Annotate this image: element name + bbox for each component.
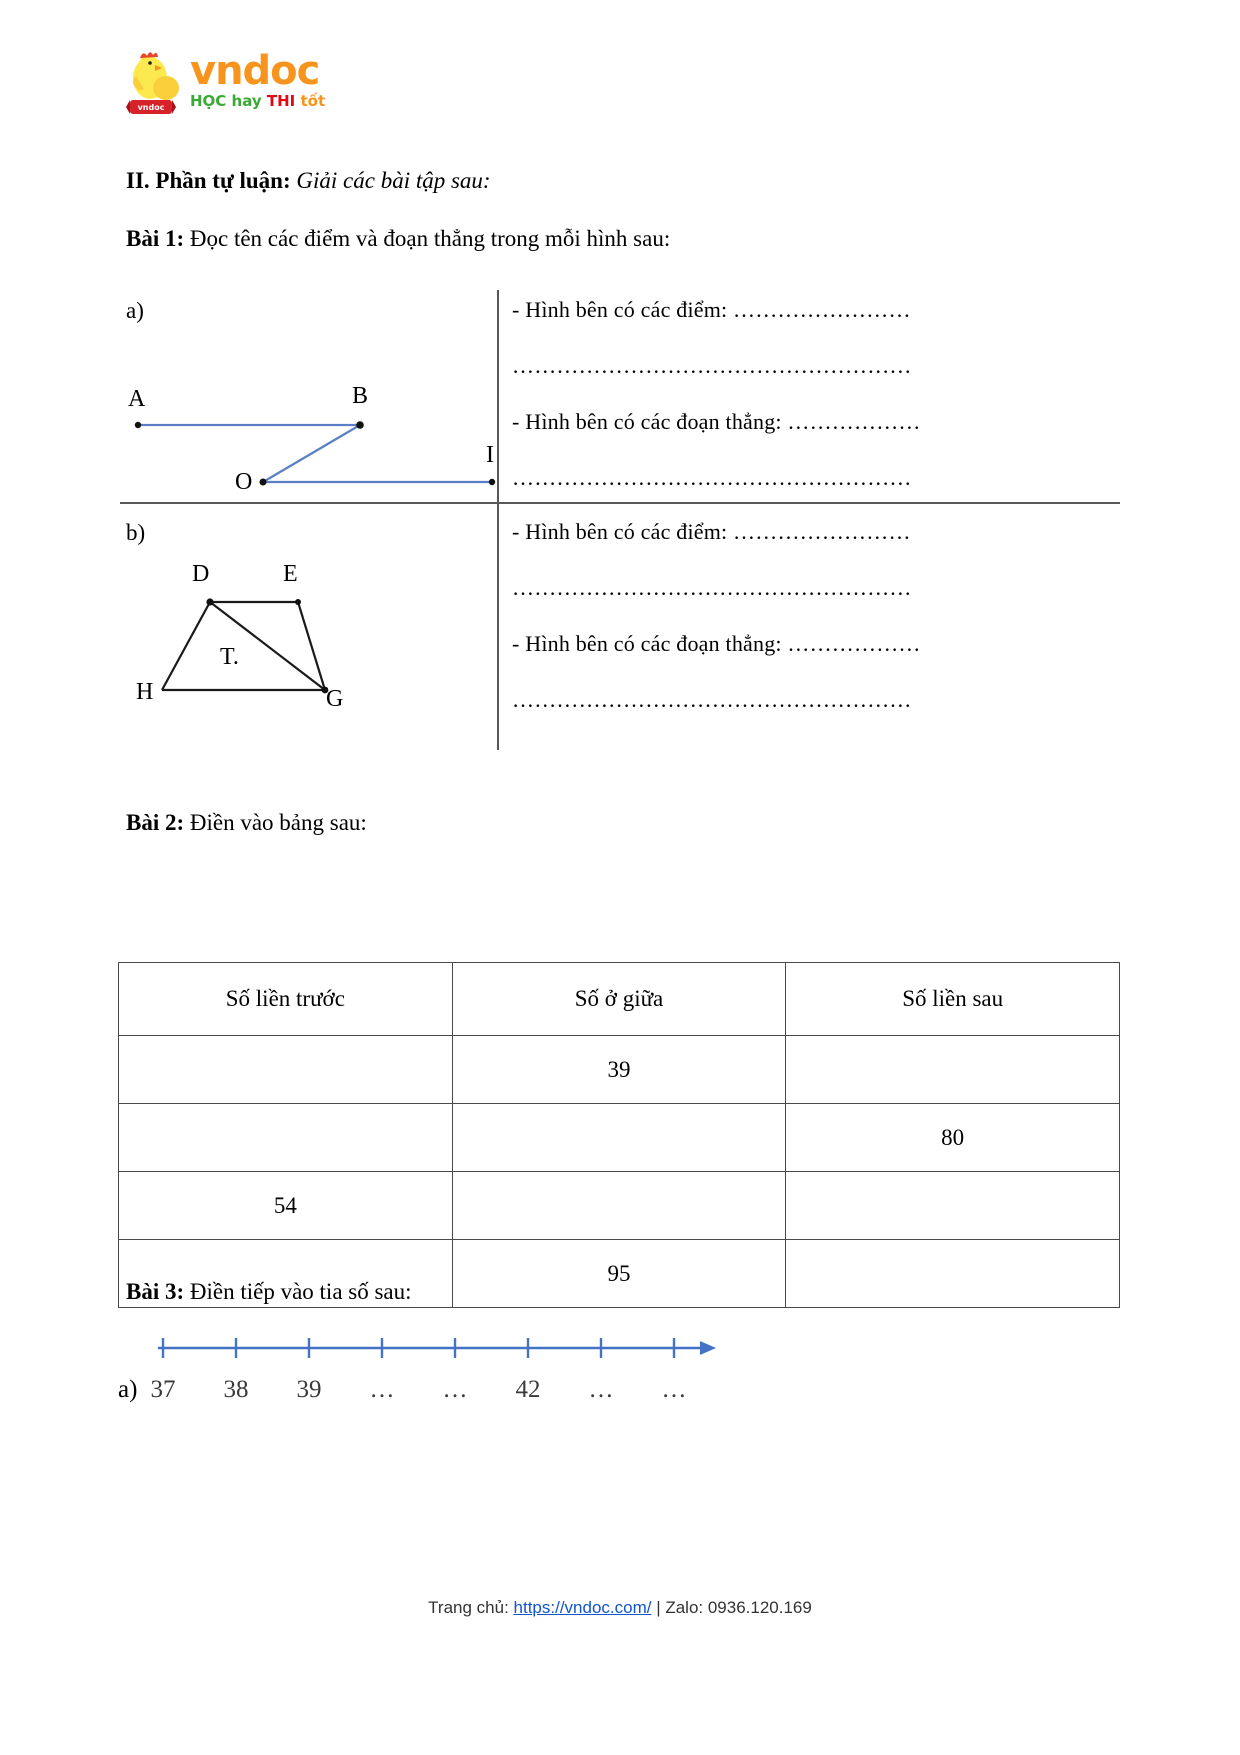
prompt-b-points: - Hình bên có các điểm: …………………… bbox=[512, 519, 911, 544]
number-line-tick-label: 42 bbox=[515, 1376, 541, 1403]
logo-tagline bbox=[190, 92, 380, 110]
figure-a bbox=[120, 330, 500, 495]
number-line-tick-label: 38 bbox=[223, 1376, 249, 1403]
table-header-after: Số liền sau bbox=[786, 963, 1120, 1036]
number-line-tick-label: … bbox=[588, 1376, 614, 1403]
logo-mark-text: vndoc bbox=[137, 103, 165, 112]
number-neighbours-table bbox=[118, 962, 1120, 1308]
table-cell[interactable] bbox=[786, 1036, 1120, 1104]
part-b-label: b) bbox=[126, 520, 146, 545]
figure-a-label-B: B bbox=[352, 383, 369, 409]
page-footer bbox=[0, 1598, 1240, 1618]
prompt-a-segments-continuation: ……………………………………………… bbox=[512, 465, 912, 490]
logo-wordmark bbox=[190, 50, 380, 120]
figure-a-label-A: A bbox=[128, 386, 146, 412]
figure-b-label-H: H bbox=[136, 679, 154, 705]
logo-tagline-part2: THI bbox=[266, 92, 301, 110]
part-a-label: a) bbox=[126, 298, 144, 323]
table-row bbox=[119, 1104, 1120, 1172]
table-cell[interactable] bbox=[119, 1036, 453, 1104]
number-line-tick-label: … bbox=[661, 1376, 687, 1403]
footer-prefix: Trang chủ: bbox=[428, 1598, 514, 1617]
figure-b-label-G: G bbox=[326, 686, 344, 712]
table-cell[interactable]: 39 bbox=[452, 1036, 786, 1104]
footer-link[interactable]: https://vndoc.com/ bbox=[513, 1598, 652, 1617]
figure-a-label-O: O bbox=[235, 469, 253, 495]
figure-b-svg bbox=[120, 540, 490, 745]
number-line-tick-label: 37 bbox=[150, 1376, 176, 1403]
exercise2-title bbox=[126, 808, 367, 838]
figure-b-label-E: E bbox=[283, 561, 298, 587]
exercise3-title-rest: Điền tiếp vào tia số sau: bbox=[184, 1279, 412, 1304]
exercise1-body bbox=[120, 280, 1120, 750]
chicken-mascot-icon bbox=[126, 48, 188, 118]
exercise3-title bbox=[126, 1277, 412, 1307]
logo-word: vndoc bbox=[190, 48, 320, 94]
table-cell[interactable]: 54 bbox=[119, 1172, 453, 1240]
table-cell[interactable] bbox=[452, 1172, 786, 1240]
section-heading-bold: II. Phần tự luận: bbox=[126, 168, 291, 193]
number-line-tick-label: 39 bbox=[296, 1376, 322, 1403]
prompt-b-segments: - Hình bên có các đoạn thẳng: ……………… bbox=[512, 631, 921, 656]
table-cell[interactable] bbox=[786, 1172, 1120, 1240]
table-cell[interactable]: 80 bbox=[786, 1104, 1120, 1172]
section-heading bbox=[126, 166, 491, 196]
figure-b-label-T: T. bbox=[220, 644, 239, 670]
exercise1-horizontal-rule bbox=[120, 502, 1120, 504]
exercise1-title-bold: Bài 1: bbox=[126, 226, 185, 251]
number-line-figure bbox=[118, 1328, 798, 1438]
logo-tagline-part1: HỌC hay bbox=[190, 92, 267, 110]
exercise1-title bbox=[126, 224, 670, 254]
table-cell[interactable] bbox=[786, 1240, 1120, 1308]
table-header-before: Số liền trước bbox=[119, 963, 453, 1036]
logo-tagline-part3: tốt bbox=[300, 92, 326, 110]
prompt-b-segments-continuation: ……………………………………………… bbox=[512, 687, 912, 712]
exercise2-title-rest: Điền vào bảng sau: bbox=[184, 810, 367, 835]
number-line-part-label: a) bbox=[118, 1376, 138, 1403]
figure-a-svg bbox=[120, 330, 500, 495]
figure-b-label-D: D bbox=[192, 561, 210, 587]
number-line-tick-label: … bbox=[369, 1376, 395, 1403]
prompt-a-points-continuation: ……………………………………………… bbox=[512, 353, 912, 378]
table-cell[interactable] bbox=[119, 1104, 453, 1172]
table-header-middle: Số ở giữa bbox=[452, 963, 786, 1036]
footer-suffix: | Zalo: 0936.120.169 bbox=[651, 1598, 812, 1617]
table-row bbox=[119, 1172, 1120, 1240]
exercise2-title-bold: Bài 2: bbox=[126, 810, 185, 835]
figure-b bbox=[120, 540, 490, 745]
prompt-a-points: - Hình bên có các điểm: …………………… bbox=[512, 297, 911, 322]
table-header-row bbox=[119, 963, 1120, 1036]
number-line-tick-label: … bbox=[442, 1376, 468, 1403]
table-cell[interactable]: 95 bbox=[452, 1240, 786, 1308]
prompt-a-segments: - Hình bên có các đoạn thẳng: ……………… bbox=[512, 409, 921, 434]
section-heading-italic: Giải các bài tập sau: bbox=[290, 168, 491, 193]
vndoc-logo bbox=[126, 46, 386, 124]
prompt-b-points-continuation: ……………………………………………… bbox=[512, 575, 912, 600]
exercise1-title-rest: Đọc tên các điểm và đoạn thẳng trong mỗi hình sau: bbox=[184, 226, 671, 251]
table-row bbox=[119, 1036, 1120, 1104]
exercise3-title-bold: Bài 3: bbox=[126, 1279, 185, 1304]
figure-a-label-I: I bbox=[486, 442, 494, 468]
table-cell[interactable] bbox=[452, 1104, 786, 1172]
